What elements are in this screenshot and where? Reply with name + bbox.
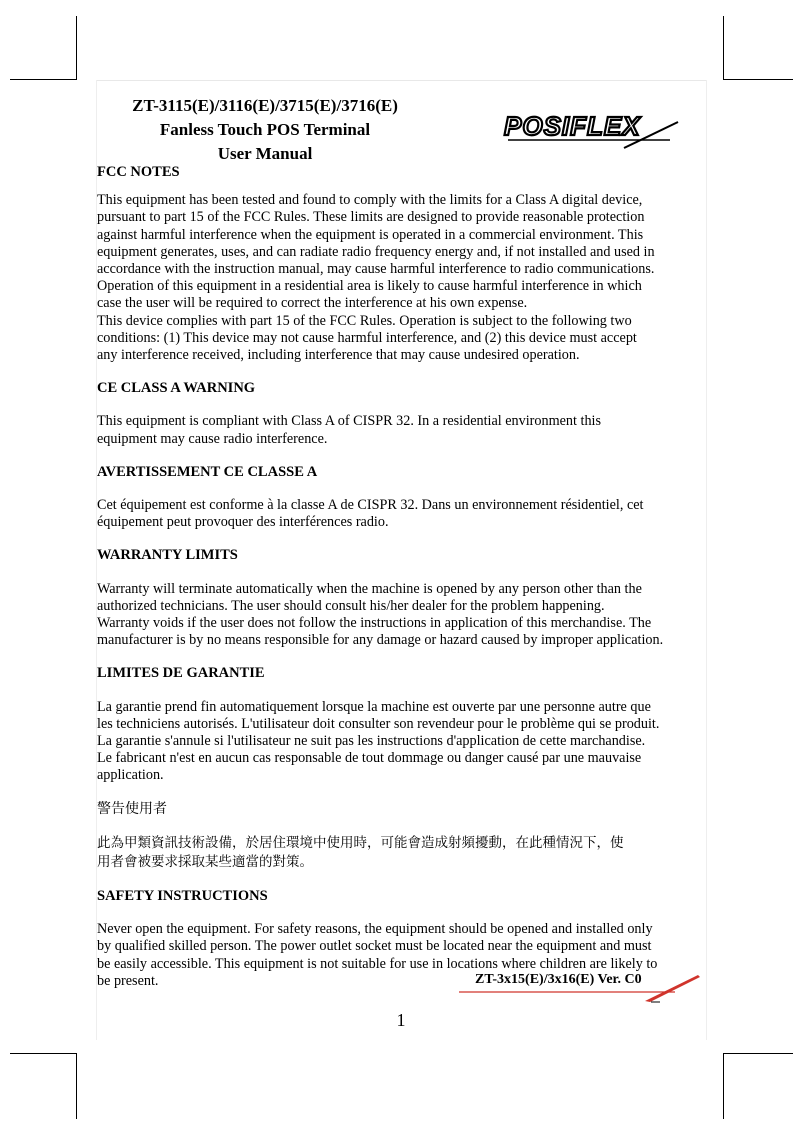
crop-mark-top-left-vertical: [76, 16, 77, 80]
ce-fr-section: [97, 464, 717, 532]
fcc-line: against harmful interference when the equipment is operated in a commercial environment. This: [97, 226, 644, 243]
document-title: [100, 94, 430, 166]
fcc-line: This equipment has been tested and found to comply with the limits for a Class A digital device,: [97, 192, 643, 209]
title-manual-line: User Manual: [217, 144, 313, 163]
crop-mark-bottom-left-vertical: [76, 1053, 77, 1119]
crop-mark-top-right-horizontal: [723, 79, 793, 80]
ce-line: equipment may cause radio interference.: [97, 430, 328, 447]
fcc-line: accordance with the instruction manual, may cause harmful interference to radio communications.: [97, 261, 655, 278]
warranty-fr-line: les techniciens autorisés. L'utilisateur doit consulter son revendeur pour le problème qui se produit.: [97, 715, 660, 732]
warranty-fr-line: La garantie s'annule si l'utilisateur ne suit pas les instructions d'application de cette marchandise.: [97, 733, 646, 750]
cn-warning-heading: 警告使用者: [97, 800, 167, 817]
fcc-heading: FCC NOTES: [97, 164, 180, 180]
warranty-fr-heading: LIMITES DE GARANTIE: [97, 665, 265, 682]
title-product-line: Fanless Touch POS Terminal: [159, 120, 371, 139]
ce-fr-heading: AVERTISSEMENT CE CLASSE A: [97, 463, 318, 480]
cn-warning-line: 此為甲類資訊技術設備，於居住環境中使用時，可能會造成射頻擾動，在此種情況下，使: [97, 834, 624, 851]
warranty-section: [97, 547, 717, 649]
fcc-section: [97, 164, 717, 364]
page-number: 1: [396, 1010, 406, 1030]
fcc-line: pursuant to part 15 of the FCC Rules. These limits are designed to provide reasonable protection: [97, 209, 645, 226]
fcc-line: Operation of this equipment in a residential area is likely to cause harmful interference in which: [97, 278, 642, 295]
safety-line: by qualified skilled person. The power outlet socket must be located near the equipment and must: [97, 938, 652, 955]
crop-mark-top-right-vertical: [723, 16, 724, 80]
logo-wordmark: POSIFLEX: [504, 111, 641, 141]
warranty-line: Warranty voids if the user does not follow the instructions in application of this merchandise. The: [97, 615, 652, 632]
fcc-line: conditions: (1) This device may not cause harmful interference, and (2) this device must accept: [97, 329, 637, 346]
ce-line: This equipment is compliant with Class A of CISPR 32. In a residential environment this: [97, 413, 602, 430]
footer-slash: [645, 975, 700, 1002]
safety-line: Never open the equipment. For safety reasons, the equipment should be opened and installed only: [97, 921, 653, 938]
fcc-line: any interference received, including interference that may cause undesired operation.: [97, 347, 580, 364]
warranty-fr-section: [97, 665, 717, 784]
page-edge-top: [96, 80, 706, 81]
warranty-line: Warranty will terminate automatically when the machine is opened by any person other than the: [97, 580, 642, 597]
warranty-line: authorized technicians. The user should consult his/her dealer for the problem happening.: [97, 597, 605, 614]
warranty-fr-line: application.: [97, 767, 164, 784]
safety-line: be easily accessible. This equipment is not suitable for use in locations where children are likely to: [97, 955, 658, 972]
cn-warning-line: 用者會被要求採取某些適當的對策。: [97, 853, 313, 870]
ce-fr-line: équipement peut provoquer des interférences radio.: [97, 514, 389, 531]
posiflex-logo: [500, 108, 695, 155]
safety-heading: SAFETY INSTRUCTIONS: [97, 887, 268, 904]
footer-version: ZT-3x15(E)/3x16(E) Ver. C0: [475, 972, 642, 987]
cn-warning-section: [97, 801, 717, 872]
crop-mark-top-left-horizontal: [10, 79, 77, 80]
fcc-line: case the user will be required to correct the interference at his own expense.: [97, 295, 528, 312]
fcc-line: equipment generates, uses, and can radiate radio frequency energy and, if not installed and used in: [97, 243, 655, 260]
warranty-fr-line: Le fabricant n'est en aucun cas responsable de tout dommage ou danger causé par une mauvaise: [97, 750, 642, 767]
crop-mark-bottom-right-vertical: [723, 1053, 724, 1119]
warranty-heading: WARRANTY LIMITS: [97, 547, 238, 564]
document-body: [97, 164, 717, 1006]
fcc-line: This device complies with part 15 of the FCC Rules. Operation is subject to the following two: [97, 312, 632, 329]
title-model-line: ZT-3115(E)/3116(E)/3715(E)/3716(E): [132, 96, 398, 115]
warranty-line: manufacturer is by no means responsible for any damage or hazard caused by improper application.: [97, 632, 664, 649]
ce-fr-line: Cet équipement est conforme à la classe A de CISPR 32. Dans un environnement résidentiel, cet: [97, 497, 644, 514]
ce-section: [97, 380, 717, 448]
crop-mark-bottom-right-horizontal: [723, 1053, 793, 1054]
warranty-fr-line: La garantie prend fin automatiquement lorsque la machine est ouverte par une personne autre que: [97, 698, 651, 715]
safety-line: be present.: [97, 972, 159, 989]
ce-heading: CE CLASS A WARNING: [97, 380, 256, 397]
crop-mark-bottom-left-horizontal: [10, 1053, 77, 1054]
